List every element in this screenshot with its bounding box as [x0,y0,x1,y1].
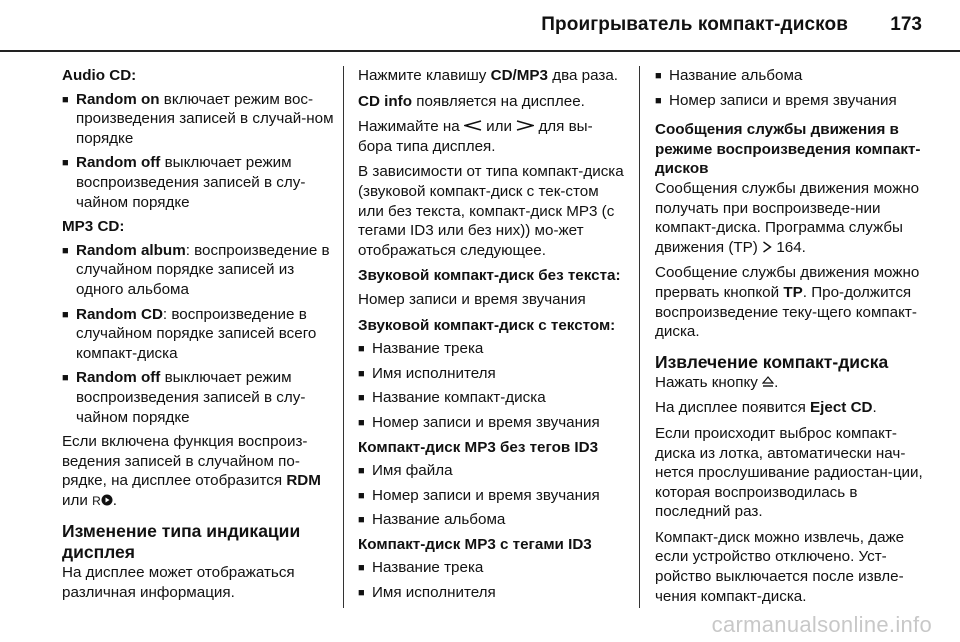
paragraph: Сообщение службы движения можно прервать кнопкой TP. Про-должится воспроизведение теку-щего компакт-диска. [655,264,920,341]
paragraph: Нажать кнопку . [655,373,779,391]
list-item: ■ Номер записи и время звучания [655,91,925,111]
bullet-icon [62,305,69,327]
bullet-icon [358,339,365,361]
column-divider [343,66,344,608]
bullet-icon [358,461,365,483]
subheading: Компакт-диск MP3 с тегами ID3 [358,535,592,553]
bullet-icon [62,153,69,175]
bullet-icon [655,66,662,88]
list-item: ■ Имя исполнителя [358,583,626,603]
list-item: ■ Название трека [358,558,626,578]
paragraph: Сообщения службы движения можно получать при воспроизведе-нии компакт-диска. Программа службы движения (TP) 164. [655,179,920,256]
list-item: ■ Название альбома [655,66,925,86]
list-item: ■ Имя файла [358,461,626,481]
list-item: ■ Имя исполнителя [358,364,626,384]
list-item: ■ Random album: воспроизведение в случайном порядке записей из одного альбома [62,241,334,300]
paragraph: В зависимости от типа компакт-диска (звуковой компакт-диск с тек-стом или без текста, компакт-диск MP3 (с тегами ID3 или без них)) мо-жет отображаться следующее. [358,163,624,259]
subheading: Звуковой компакт-диск с текстом: [358,316,616,334]
list-item: ■ Random off выключает режим воспроизведения записей в слу-чайном порядке [62,153,334,212]
random-paragraph: Если включена функция воспроиз-ведения записей в случайном по-рядке, на дисплее отобразится RDM или R . [62,432,334,511]
page-title: Проигрыватель компакт-дисков [541,14,848,35]
arrow-left-icon [464,117,482,137]
bullet-icon [358,486,365,508]
random-repeat-icon: R [92,491,113,512]
list-item: ■ Номер записи и время звучания [358,486,626,506]
column-1 [62,66,334,609]
traffic-heading: Сообщения службы движения в режиме воспроизведения компакт-дисков [655,121,921,178]
list-item: ■ Random off выключает режим воспроизведения записей в слу-чайном порядке [62,368,334,427]
eject-heading: Извлечение компакт-диска [655,351,889,372]
display-paragraph: На дисплее может отображаться различная информация. [62,564,295,602]
page-number: 173 [890,14,922,35]
paragraph: CD info появляется на дисплее. [358,92,585,110]
paragraph: Нажимайте на или для вы-бора типа дисплея. [358,118,593,155]
bullet-icon [358,364,365,386]
column-divider [639,66,640,608]
list-item: ■ Random CD: воспроизведение в случайном порядке записей всего компакт-диска [62,305,334,364]
paragraph: Номер записи и время звучания [358,290,586,308]
page-reference-icon [762,238,772,258]
bullet-icon [358,388,365,410]
subheading: Звуковой компакт-диск без текста: [358,267,621,285]
paragraph: Компакт-диск можно извлечь, даже если устройство отключено. Уст-ройство выключается после извле-чения компакт-диска. [655,528,905,605]
bullet-icon [358,583,365,605]
bullet-icon [655,91,662,113]
display-type-heading: Изменение типа индикации дисплея [62,521,301,563]
mp3-cd-heading: MP3 CD: [62,218,125,236]
list-item: ■ Название компакт-диска [358,388,626,408]
list-item: ■ Название альбома [358,510,626,530]
bullet-icon [358,413,365,435]
paragraph: Нажмите клавишу CD/MP3 два раза. [358,67,619,84]
list-item: ■ Номер записи и время звучания [358,413,626,433]
bullet-icon [358,558,365,580]
page-header [0,0,960,56]
bullet-icon [62,241,69,263]
audio-cd-heading: Audio CD: [62,67,137,84]
column-3 [655,66,925,612]
header-divider [0,50,960,52]
bullet-icon [62,368,69,390]
paragraph: На дисплее появится Eject CD. [655,399,877,417]
arrow-right-icon [516,117,534,137]
list-item: ■ Название трека [358,339,626,359]
list-item: ■ Random on включает режим вос-произведения записей в случай-ном порядке [62,90,334,149]
subheading: Компакт-диск MP3 без тегов ID3 [358,438,599,456]
bullet-icon [62,90,69,112]
column-2 [358,66,626,608]
eject-icon [762,373,774,393]
bullet-icon [358,510,365,532]
paragraph: Если происходит выброс компакт-диска из лотка, автоматически нач-нется прослушивание радиостан-ции, которая воспроизводилась в последний раз. [655,424,923,521]
watermark: carmanualsonline.info [711,612,932,637]
